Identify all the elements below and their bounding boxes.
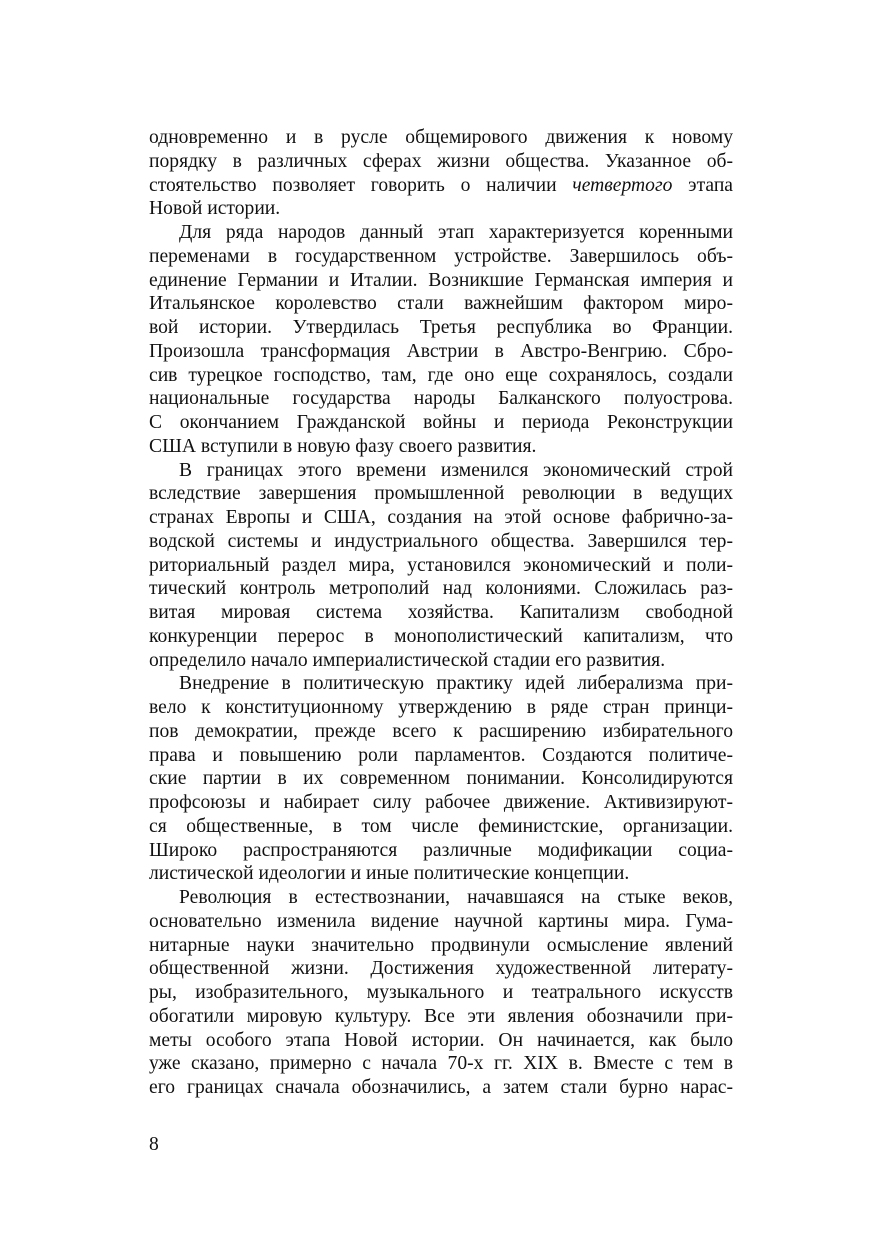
text-line: основательно изменила видение научной картины мира. Гума- [149,910,733,932]
text-line: конкуренции перерос в монополистический капитализм, что [149,625,733,647]
text-line: тический контроль метрополий над колониями. Сложилась раз- [149,578,733,600]
text-line: общественной жизни. Достижения художественной литерату- [149,958,733,980]
text-line: переменами в государственном устройстве. Завершилось объ- [149,245,733,267]
text-line: меты особого этапа Новой истории. Он начинается, как было [149,1029,733,1051]
text-line: вело к конституционному утверждению в ряде стран принци- [149,697,733,718]
text-line-with-emphasis [149,174,733,198]
text-line: его границах сначала обозначились, а затем стали бурно нарас- [149,1077,733,1098]
text-line: профсоюзы и набирает силу рабочее движение. Активизируют- [149,792,733,813]
text-line: С окончанием Гражданской войны и периода Реконструкции [149,412,733,433]
text-line: определило начало империалистической стадии его развития. [149,649,666,671]
paragraph-2 [149,221,733,459]
text-line: нитарные науки значительно продвинули осмысление явлений [149,934,733,956]
text-line: сив турецкое господство, там, где оно еще сохранялось, создали [149,364,733,386]
text-line: Произошла трансформация Австрии в Австро-Венгрию. Сбро- [149,340,733,362]
page-number: 8 [149,1134,159,1155]
text-line: уже сказано, примерно с начала 70-х гг. XIX в. Вместе с тем в [149,1053,733,1075]
text-line: вследствие завершения промышленной революции в ведущих [149,483,733,505]
text-line: Внедрение в политическую практику идей либерализма при- [179,673,733,695]
text-fragment: стоятельство позволяет говорить о наличии [149,174,573,196]
text-line: пов демократии, прежде всего к расширению избирательного [149,720,733,742]
page-body [149,126,733,1100]
paragraph-1 [149,126,733,221]
text-line: порядку в различных сферах жизни общества. Указанное об- [149,150,733,172]
text-line: права и повышению роли парламентов. Создаются политиче- [149,744,733,766]
text-line: национальные государства народы Балканского полуострова. [149,388,733,410]
text-line: ские партии в их современном понимании. Консолидируются [149,768,733,790]
paragraph-3 [149,459,733,673]
text-line: ры, изобразительного, музыкального и театрального искусств [149,982,733,1003]
text-line: США вступили в новую фазу своего развития. [149,435,537,457]
text-line: Широко распространяются различные модификации социа- [149,839,733,861]
text-fragment: этапа [672,174,734,196]
text-line: Для ряда народов данный этап характеризуется коренными [179,222,733,243]
text-line: риториальный раздел мира, установился экономический и поли- [149,554,733,576]
text-line: вой истории. Утвердилась Третья республика во Франции. [149,317,733,338]
text-line: В границах этого времени изменился экономический строй [179,459,733,481]
text-line: водской системы и индустриального общества. Завершился тер- [149,530,733,552]
text-line: листической идеологии и иные политические концепции. [149,863,630,885]
text-line: Итальянское королевство стали важнейшим фактором миро- [149,293,733,315]
text-line: одновременно и в русле общемирового движения к новому [149,127,733,148]
text-line: витая мировая система хозяйства. Капитализм свободной [149,602,733,623]
emphasized-word: четвертого [572,174,673,196]
text-line: обогатили мировую культуру. Все эти явления обозначили при- [149,1005,733,1027]
text-line: странах Европы и США, создания на этой основе фабрично-за- [149,507,733,528]
paragraph-5 [149,886,733,1100]
paragraph-4 [149,672,733,886]
text-line: Революция в естествознании, начавшаяся на стыке веков, [179,887,733,908]
text-line: Новой истории. [149,198,281,220]
text-line: единение Германии и Италии. Возникшие Германская империя и [149,269,733,291]
text-line: ся общественные, в том числе феминистские, организации. [149,815,733,837]
